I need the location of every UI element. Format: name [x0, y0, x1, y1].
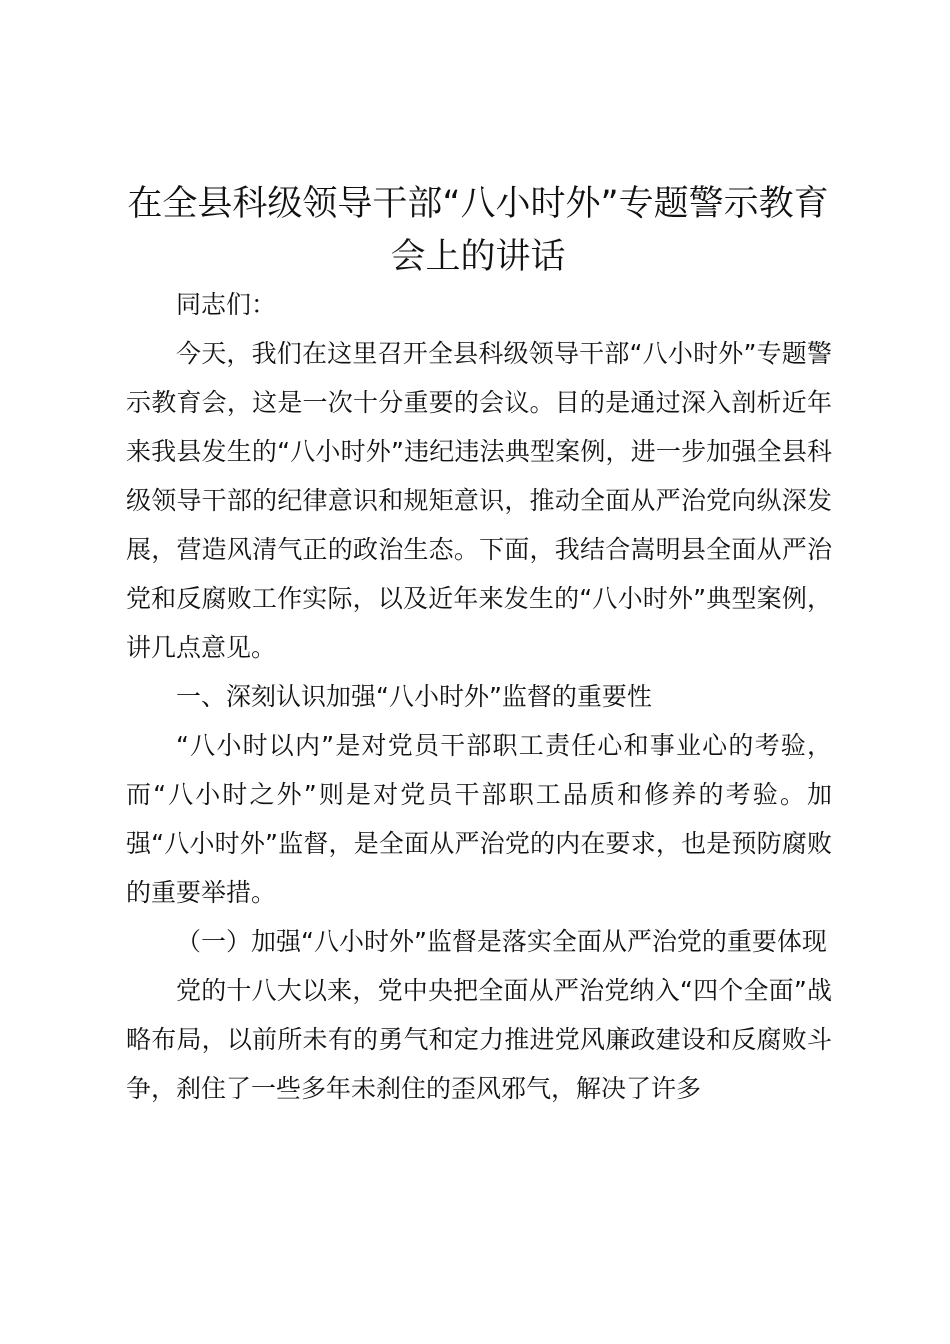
document-body [126, 280, 832, 1113]
body-paragraph: 党的十八大以来，党中央把全面从严治党纳入“四个全面”战略布局，以前所未有的勇气和定力推进党风廉政建设和反腐败斗争，刹住了一些多年未刹住的歪风邪气，解决了许多 [126, 976, 832, 1103]
intro-paragraph: 今天，我们在这里召开全县科级领导干部“八小时外”专题警示教育会，这是一次十分重要的会议。目的是通过深入剖析近年来我县发生的“八小时外”违纪违法典型案例，进一步加强全县科级领导干部的纪律意识和规矩意识，推动全面从严治党向纵深发展，营造风清气正的政治生态。下面，我结合嵩明县全面从严治党和反腐败工作实际，以及近年来发生的“八小时外”典型案例，讲几点意见。 [126, 339, 832, 662]
body-paragraph: “八小时以内”是对党员干部职工责任心和事业心的考验，而“八小时之外”则是对党员干部职工品质和修养的考验。加强“八小时外”监督，是全面从严治党的内在要求，也是预防腐败的重要举措。 [126, 731, 832, 907]
salutation: 同志们： [176, 290, 277, 319]
section-heading-1: 一、深刻认识加强“八小时外”监督的重要性 [176, 682, 652, 711]
subsection-heading-1: （一）加强“八小时外”监督是落实全面从严治党的重要体现 [176, 927, 827, 956]
document-title: 在全县科级领导干部“八小时外”专题警示教育会上的讲话 [127, 184, 829, 277]
